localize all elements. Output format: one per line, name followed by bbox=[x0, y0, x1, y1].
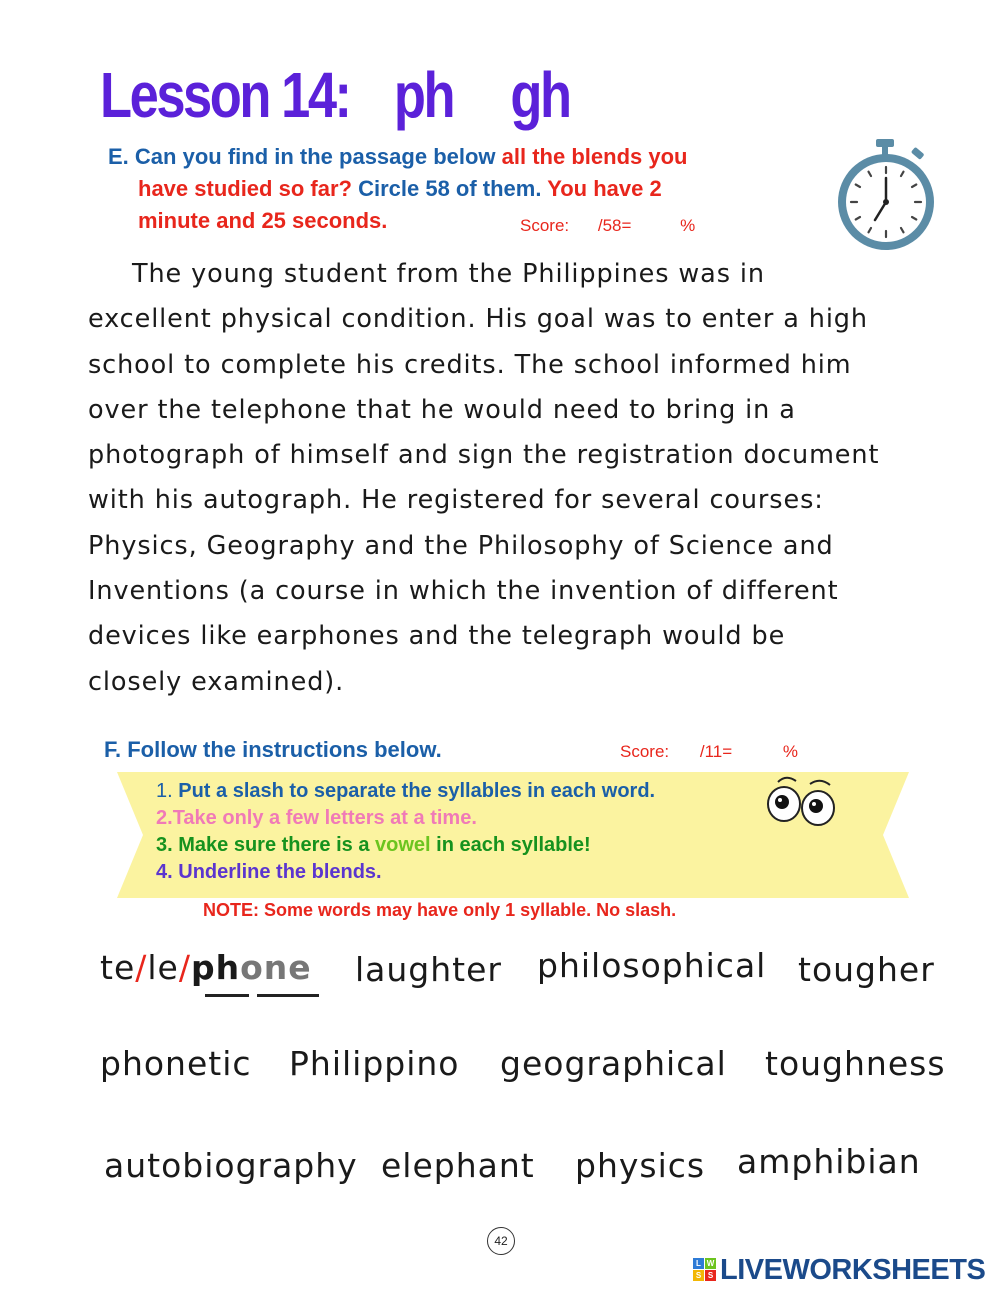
brand-tile: L bbox=[693, 1258, 704, 1269]
passage-line: Inventions (a course in which the invention of different bbox=[88, 576, 839, 607]
word[interactable]: phonetic bbox=[100, 1044, 252, 1083]
rule-text: in each syllable! bbox=[436, 834, 591, 856]
score-label: Score: bbox=[620, 742, 670, 761]
page-number: 42 bbox=[487, 1227, 515, 1255]
blend-gh: gh bbox=[510, 59, 570, 131]
section-e-line3: minute and 25 seconds. bbox=[138, 208, 388, 233]
rule-text-vowel: vowel bbox=[375, 834, 431, 856]
lesson-title bbox=[100, 58, 570, 132]
section-f-heading: F. Follow the instructions below. bbox=[104, 737, 442, 762]
score-out-of: /11= bbox=[699, 742, 733, 761]
score-percent: % bbox=[782, 742, 799, 761]
slash: / bbox=[178, 948, 191, 987]
section-e-line2a: have studied so far? bbox=[138, 176, 352, 201]
reading-passage bbox=[88, 252, 948, 705]
section-e-score bbox=[520, 216, 695, 236]
rule-text: Take only a few letters at a time. bbox=[172, 807, 477, 829]
rule-number: 4. bbox=[156, 861, 173, 883]
syllable: le bbox=[147, 948, 179, 987]
word[interactable]: elephant bbox=[381, 1146, 535, 1185]
passage-line: school to complete his credits. The school informed him bbox=[88, 349, 852, 380]
word[interactable]: toughness bbox=[765, 1044, 946, 1083]
brand-tile: S bbox=[705, 1270, 716, 1281]
passage-line: excellent physical condition. His goal was to enter a high bbox=[88, 304, 868, 335]
section-e-line2b: Circle 58 of them. bbox=[358, 176, 542, 201]
brand-tile: W bbox=[706, 1259, 715, 1268]
word[interactable]: geographical bbox=[500, 1044, 727, 1083]
score-out-of: /58= bbox=[597, 216, 632, 235]
word[interactable]: tougher bbox=[798, 950, 935, 989]
underline bbox=[257, 994, 319, 997]
syllable: one bbox=[240, 948, 312, 987]
rule-number: 2. bbox=[156, 807, 173, 829]
word[interactable]: philosophical bbox=[537, 946, 767, 985]
section-e-line2c: You have 2 bbox=[547, 176, 662, 201]
passage-line: photograph of himself and sign the registration document bbox=[88, 440, 880, 471]
blend-ph: ph bbox=[393, 59, 454, 131]
rule-text: Make sure there is a bbox=[178, 834, 370, 856]
passage-line: Physics, Geography and the Philosophy of Science and bbox=[88, 530, 834, 561]
slash: / bbox=[135, 948, 148, 987]
brand-name[interactable]: LIVEWORKSHEETS bbox=[720, 1254, 986, 1286]
brand-tile: S bbox=[693, 1270, 704, 1281]
note: NOTE: Some words may have only 1 syllable. No slash. bbox=[203, 900, 677, 920]
rule-4 bbox=[156, 861, 382, 884]
section-e-line1b: all the blends you bbox=[501, 144, 688, 169]
lesson-number: Lesson 14: bbox=[100, 59, 350, 131]
section-f-score bbox=[620, 742, 798, 762]
syllable: te bbox=[100, 948, 136, 987]
underline bbox=[205, 994, 249, 997]
passage-line: The young student from the Philippines was in bbox=[132, 259, 765, 289]
word[interactable]: physics bbox=[575, 1146, 706, 1185]
rule-number: 3. bbox=[156, 834, 173, 856]
rule-2 bbox=[156, 807, 477, 830]
stopwatch-icon bbox=[830, 136, 942, 256]
example-word bbox=[100, 948, 312, 987]
eyes-icon bbox=[764, 774, 840, 832]
section-e-label: E. bbox=[108, 144, 129, 169]
passage-line: over the telephone that he would need to bring in a bbox=[88, 394, 796, 425]
rule-1 bbox=[156, 780, 655, 803]
passage-line: devices like earphones and the telegraph would be bbox=[88, 621, 786, 652]
rule-3 bbox=[156, 834, 591, 857]
brand-icon bbox=[693, 1258, 717, 1282]
word[interactable]: laughter bbox=[355, 950, 502, 989]
passage-line: with his autograph. He registered for several courses: bbox=[88, 485, 824, 516]
word[interactable]: autobiography bbox=[104, 1146, 358, 1185]
rule-text: Underline the blends. bbox=[178, 861, 382, 883]
score-label: Score: bbox=[520, 216, 570, 235]
rule-text: Put a slash to separate the syllables in each word. bbox=[178, 780, 656, 802]
passage-line: closely examined). bbox=[88, 666, 345, 697]
section-e-line1a: Can you find in the passage below bbox=[134, 144, 496, 169]
score-percent: % bbox=[680, 216, 696, 235]
rule-number: 1. bbox=[156, 780, 173, 802]
word[interactable]: Philippino bbox=[289, 1044, 460, 1083]
blend-underlined: ph bbox=[190, 948, 241, 987]
word[interactable]: amphibian bbox=[737, 1142, 921, 1181]
